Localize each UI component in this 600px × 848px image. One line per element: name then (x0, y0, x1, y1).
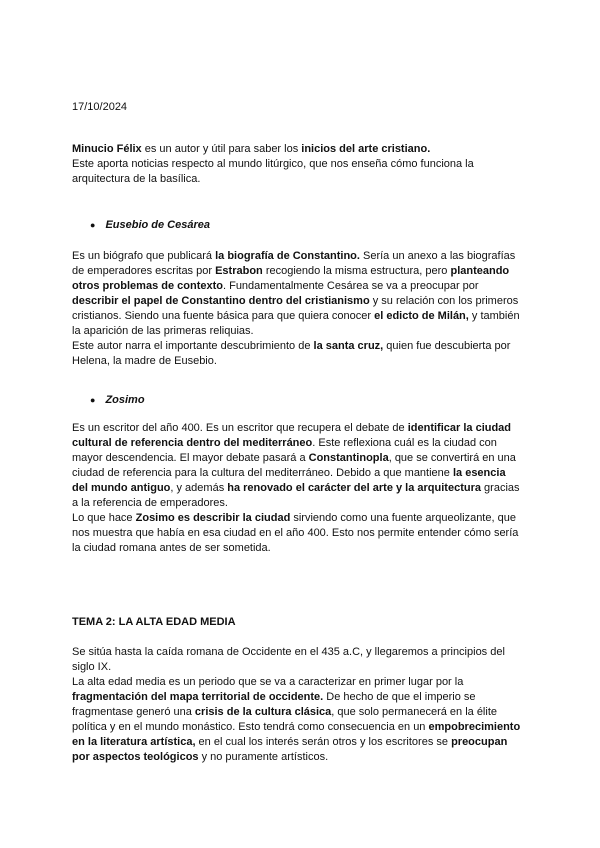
text-line (72, 142, 532, 157)
text-line (72, 526, 532, 541)
text-line (72, 481, 532, 496)
text-line (72, 172, 532, 187)
bold-run: cultural de referencia dentro del mediterráneo (72, 437, 313, 449)
text-line (72, 720, 532, 735)
text-run: y no puramente artísticos. (198, 751, 329, 763)
text-run: , que se convertirá en una (388, 452, 516, 464)
text-line (72, 264, 532, 279)
bold-run: ha renovado el carácter del arte y la arquitectura (227, 482, 481, 494)
bold-run: Zosimo es describir la ciudad (135, 512, 291, 524)
text-run: . Fundamentalmente Cesárea se va a preocupar por (222, 280, 479, 292)
bold-run: la santa cruz, (313, 340, 384, 352)
text-run: a la referencia de emperadores. (72, 497, 228, 509)
bold-run: crisis de la cultura clásica (194, 706, 332, 718)
bold-run: empobrecimiento (428, 721, 521, 733)
text-line (72, 735, 532, 750)
text-run: Se sitúa hasta la caída romana de Occidente en el 435 a.C, y llegaremos a principios del (72, 646, 505, 658)
text-run: la aparición de las primeras reliquias. (72, 325, 254, 337)
bold-run: del mundo antiguo (72, 482, 171, 494)
text-line (72, 645, 532, 660)
text-run: Lo que hace (72, 512, 136, 524)
text-line (72, 421, 532, 436)
text-run: De hecho de que el imperio se (323, 691, 476, 703)
bold-run: Constantinopla (308, 452, 389, 464)
text-run: sirviendo como una fuente arqueolizante, que (290, 512, 516, 524)
text-run: , que solo permanecerá en la élite (331, 706, 497, 718)
text-run: fragmentase generó una (72, 706, 195, 718)
bold-run: Estrabon (215, 265, 263, 277)
text-run: , y además (170, 482, 228, 494)
text-run: de emperadores escritas por (72, 265, 216, 277)
bullet-eusebio (90, 219, 210, 231)
date-line: 17/10/2024 (72, 101, 128, 113)
text-line (72, 354, 532, 369)
text-run: y su relación con los primeros (369, 295, 519, 307)
text-line (72, 324, 532, 339)
text-line (72, 675, 532, 690)
intro-paragraph (72, 142, 532, 187)
text-line (72, 541, 532, 556)
bold-run: Minucio Félix (72, 143, 142, 155)
bold-run: la esencia (452, 467, 506, 479)
bold-run: fragmentación del mapa territorial de occidente. (72, 691, 324, 703)
text-line (72, 511, 532, 526)
text-line (72, 436, 532, 451)
bullet-zosimo-label: Zosimo (105, 394, 145, 406)
bold-run: otros problemas de contexto (72, 280, 223, 292)
text-run: en el cual los interés serán otros y los escritores se (195, 736, 452, 748)
text-line (72, 705, 532, 720)
bullet-icon: ● (90, 220, 96, 230)
text-run: Este aporta noticias respecto al mundo litúrgico, que nos enseña cómo funciona la (72, 158, 474, 170)
bold-run: en la literatura artística, (72, 736, 196, 748)
text-run: . Este reflexiona cuál es la ciudad con (312, 437, 497, 449)
tema-heading: TEMA 2: LA ALTA EDAD MEDIA (72, 616, 236, 628)
text-run: mayor descendencia. El mayor debate pasará a (72, 452, 309, 464)
text-run: nos muestra que había en esa ciudad en el año 400. Esto nos permite entender cómo sería (72, 527, 519, 539)
bold-run: preocupan (451, 736, 508, 748)
text-run: ciudad de referencia para la cultura del mediterráneo. Debido a que mantiene (72, 467, 453, 479)
text-run: es un autor y útil para saber los (141, 143, 302, 155)
text-run: La alta edad media es un periodo que se va a caracterizar en primer lugar por la (72, 676, 464, 688)
text-run: gracias (480, 482, 520, 494)
bullet-icon: ● (90, 395, 96, 405)
bold-run: planteando (450, 265, 510, 277)
text-run: siglo IX. (72, 661, 112, 673)
text-line (72, 279, 532, 294)
text-run: la ciudad romana antes de ser sometida. (72, 542, 271, 554)
bold-run: inicios del arte cristiano. (301, 143, 431, 155)
text-line (72, 466, 532, 481)
text-line (72, 309, 532, 324)
text-run: cristianos. Siendo una fuente básica para que quiera conocer (72, 310, 375, 322)
text-run: Helena, la madre de Eusebio. (72, 355, 217, 367)
zosimo-paragraph (72, 421, 532, 556)
bullet-zosimo (90, 394, 145, 406)
bold-run: describir el papel de Constantino dentro del cristianismo (72, 295, 370, 307)
text-run: arquitectura de la basílica. (72, 173, 201, 185)
text-run: quien fue descubierta por (383, 340, 511, 352)
bold-run: identificar la ciudad (407, 422, 512, 434)
text-run: Es un escritor del año 400. Es un escritor que recupera el debate de (72, 422, 408, 434)
text-run: política y en el mundo monástico. Esto tendrá como consecuencia en un (72, 721, 429, 733)
text-line (72, 750, 532, 765)
bold-run: por aspectos teológicos (72, 751, 199, 763)
text-line (72, 496, 532, 511)
tema-paragraph (72, 645, 532, 765)
text-run: Este autor narra el importante descubrimiento de (72, 340, 314, 352)
text-line (72, 660, 532, 675)
text-run: recogiendo la misma estructura, pero (262, 265, 451, 277)
text-line (72, 451, 532, 466)
bold-run: la biografía de Constantino. (215, 250, 360, 262)
text-line (72, 690, 532, 705)
text-line (72, 157, 532, 172)
text-line (72, 249, 532, 264)
bullet-eusebio-label: Eusebio de Cesárea (105, 219, 210, 231)
text-line (72, 339, 532, 354)
text-line (72, 294, 532, 309)
text-run: y también (468, 310, 520, 322)
text-run: Es un biógrafo que publicará (72, 250, 216, 262)
eusebio-paragraph (72, 249, 532, 369)
bold-run: el edicto de Milán, (374, 310, 469, 322)
text-run: Sería un anexo a las biografías (359, 250, 516, 262)
